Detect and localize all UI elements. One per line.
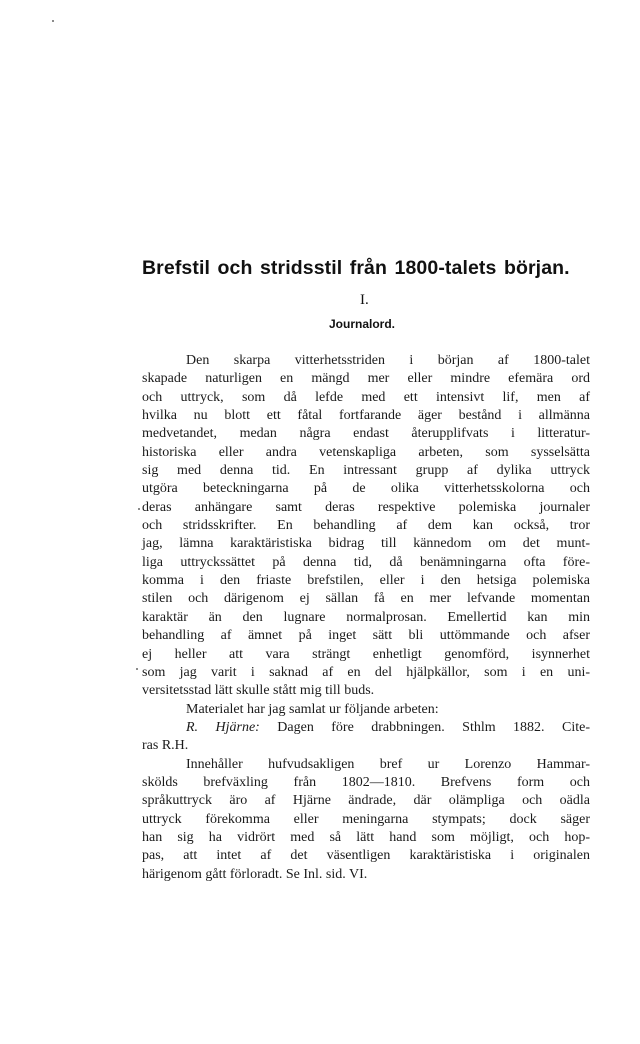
text-line: komma i den friaste brefstilen, eller i den hetsiga polemiska bbox=[142, 573, 590, 589]
text-line: medvetandet, medan några endast återupplifvats i litteratur- bbox=[142, 426, 590, 442]
print-speck bbox=[52, 20, 54, 22]
text-line: karaktär än den lugnare normalprosan. Emellertid kan min bbox=[142, 609, 590, 625]
text-line: som jag varit i saknad af en del hjälpkällor, som i en uni- bbox=[142, 664, 590, 680]
text-line: hvilka nu blott ett fåtal fortfarande äger bestånd i allmänna bbox=[142, 408, 590, 424]
reference-continuation: ras R.H. bbox=[142, 738, 189, 754]
print-speck bbox=[138, 508, 140, 510]
text-line: utgöra beteckningarna på de olika vitterhetsskolorna och bbox=[142, 481, 590, 497]
text-line: versitetsstad lätt skulle stått mig till buds. bbox=[142, 683, 375, 699]
text-line: ej heller att vara strängt enhetligt genomförd, isynnerhet bbox=[142, 646, 590, 662]
text-line: Den skarpa vitterhetsstriden i början af 1800-talet bbox=[186, 353, 590, 368]
text-line: språkuttryck äro af Hjärne ändrade, där olämpliga och oädla bbox=[142, 793, 590, 809]
text-line: och stridsskrifter. En behandling af dem kan också, tror bbox=[142, 518, 590, 534]
body-text bbox=[142, 352, 590, 884]
text-line: historiska eller andra vetenskapliga arbeten, som sysselsätta bbox=[142, 444, 590, 460]
text-line: pas, att intet af det väsentligen karaktäristiska i originalen bbox=[142, 848, 590, 864]
section-subtitle: Journalord. bbox=[329, 317, 396, 331]
text-line: sig med denna tid. En intressant grupp af dylika uttryck bbox=[142, 463, 590, 479]
text-line: stilen och därigenom ej sällan få en mer lefvande momentan bbox=[142, 591, 590, 607]
text-line: liga uttryckssättet på denna tid, då benämningarna ofta före- bbox=[142, 554, 590, 570]
text-line: jag, lämna karaktäristiska bidrag till kännedom om det munt- bbox=[142, 536, 590, 552]
text-line: han sig ha vidrört med så lätt hand som möjligt, och hop- bbox=[142, 829, 590, 845]
text-line: behandling af ämnet på inget sätt bli uttömmande och afser bbox=[142, 628, 590, 644]
text-line: Innehåller hufvudsakligen bref ur Lorenzo Hammar- bbox=[186, 756, 590, 772]
reference-title: Dagen före drabbningen. Sthlm 1882. Cite- bbox=[277, 719, 590, 735]
text-line: deras anhängare samt deras respektive polemiska journaler bbox=[142, 499, 590, 515]
section-number: I. bbox=[360, 292, 369, 308]
reference-author: R. Hjärne: bbox=[186, 719, 260, 735]
text-line: härigenom gått förloradt. Se Inl. sid. VI. bbox=[142, 866, 368, 882]
page-title: Brefstil och stridsstil från 1800-talets början. bbox=[142, 257, 570, 279]
text-line: skapade naturligen en mängd mer eller mindre efemära ord bbox=[142, 371, 590, 387]
reference-line bbox=[142, 719, 590, 737]
materials-intro: Materialet har jag samlat ur följande arbeten: bbox=[186, 701, 439, 717]
text-line: skölds brefväxling från 1802—1810. Brefvens form och bbox=[142, 774, 590, 790]
text-line: uttryck förekomma eller meningarna stympats; dock säger bbox=[142, 811, 590, 827]
text-line: och uttryck, som då lefde med ett intensivt lif, men af bbox=[142, 389, 590, 405]
print-speck bbox=[136, 668, 138, 670]
